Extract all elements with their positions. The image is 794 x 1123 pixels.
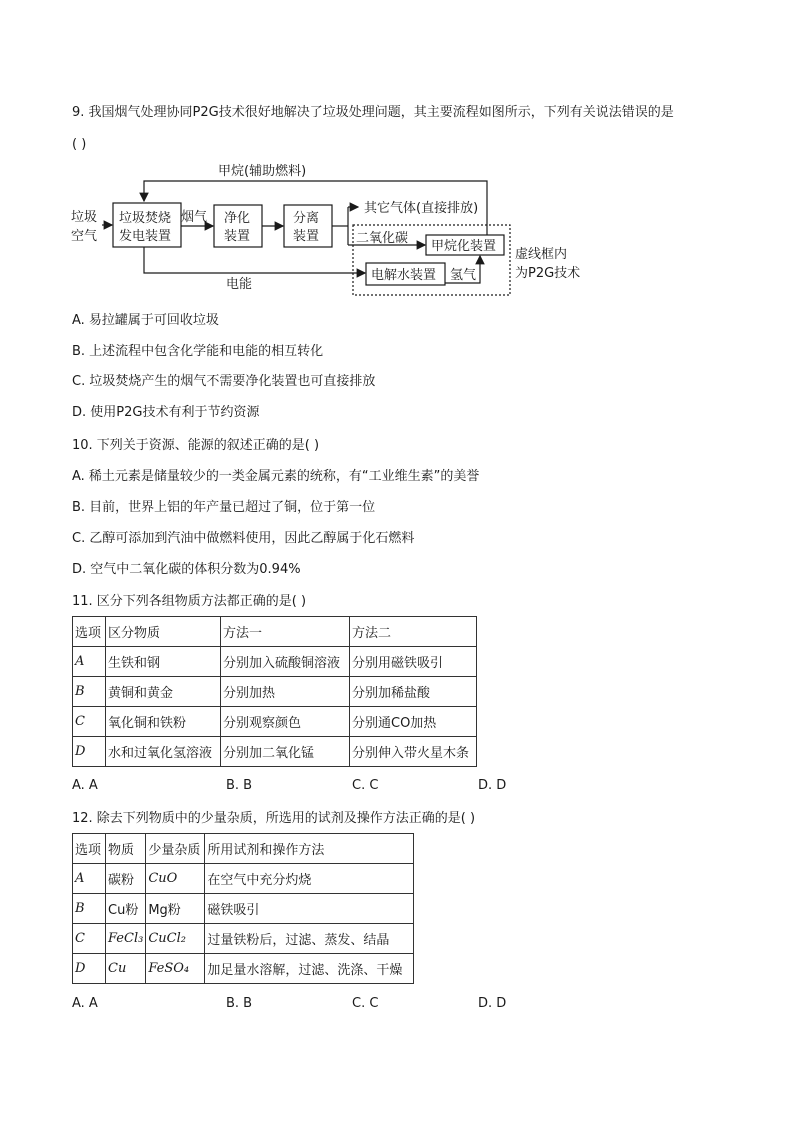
table-cell: 分别加二氧化锰 [221, 737, 350, 767]
table-row [73, 954, 414, 984]
input-garbage: 垃圾 [71, 210, 98, 225]
q9-option-c: C. 垃圾焚烧产生的烟气不需要净化装置也可直接排放 [72, 374, 376, 389]
table-cell: D [73, 954, 106, 984]
table-cell: 水和过氧化氢溶液 [106, 737, 221, 767]
table-cell: 分别用磁铁吸引 [350, 647, 477, 677]
q12-choice-b: B. B [226, 996, 253, 1011]
table-header-row [73, 617, 477, 647]
q12-choice-d: D. D [478, 996, 507, 1011]
q9-option-a: A. 易拉罐属于可回收垃圾 [72, 313, 219, 328]
methanation-label: 甲烷化装置 [431, 239, 497, 254]
input-air: 空气 [71, 229, 98, 244]
table-cell: FeCl₃ [106, 924, 146, 954]
table-cell: 分别加入硫酸铜溶液 [221, 647, 350, 677]
table-cell: 分别加稀盐酸 [350, 677, 477, 707]
q10-option-b: B. 目前，世界上铝的年产量已超过了铜，位于第一位 [72, 500, 376, 515]
q11-choice-c: C. C [352, 778, 379, 793]
other-gas-label: 其它气体(直接排放) [364, 201, 479, 216]
table-row [73, 707, 477, 737]
table-cell: 分别伸入带火星木条 [350, 737, 477, 767]
table-cell: FeSO₄ [146, 954, 205, 984]
q10-option-d: D. 空气中二氧化碳的体积分数为0.94% [72, 562, 301, 577]
table-header-cell: 区分物质 [106, 617, 221, 647]
table-cell: Mg粉 [146, 894, 205, 924]
table-row [73, 894, 414, 924]
box2-line1: 净化 [224, 211, 251, 226]
electrolysis-label: 电解水装置 [371, 268, 437, 283]
p2g-flow-diagram [68, 155, 598, 300]
table-header-cell: 方法二 [350, 617, 477, 647]
table-header-cell: 选项 [73, 617, 106, 647]
table-cell: A [73, 647, 106, 677]
table-row [73, 647, 477, 677]
table-row [73, 677, 477, 707]
table-cell: B [73, 894, 106, 924]
smoke-label: 烟气 [181, 210, 208, 225]
q10-stem: 10. 下列关于资源、能源的叙述正确的是( ) [72, 438, 320, 453]
table-cell: CuO [146, 864, 205, 894]
table-cell: 在空气中充分灼烧 [205, 864, 414, 894]
q9-option-d: D. 使用P2G技术有利于节约资源 [72, 405, 260, 420]
box3-line2: 装置 [293, 229, 320, 244]
table-header-cell: 少量杂质 [146, 834, 205, 864]
q9-option-b: B. 上述流程中包含化学能和电能的相互转化 [72, 344, 324, 359]
table-cell: C [73, 707, 106, 737]
table-cell: 黄铜和黄金 [106, 677, 221, 707]
q12-table [72, 833, 414, 984]
co2-label: 二氧化碳 [356, 231, 409, 246]
box3-line1: 分离 [293, 211, 320, 226]
table-cell: 生铁和钢 [106, 647, 221, 677]
table-header-cell: 物质 [106, 834, 146, 864]
q11-choice-d: D. D [478, 778, 507, 793]
table-cell: 分别观察颜色 [221, 707, 350, 737]
table-header-cell: 选项 [73, 834, 106, 864]
table-cell: CuCl₂ [146, 924, 205, 954]
table-cell: 氧化铜和铁粉 [106, 707, 221, 737]
electricity-arrow [144, 247, 365, 273]
table-cell: C [73, 924, 106, 954]
table-cell: 分别通CO加热 [350, 707, 477, 737]
table-cell: 碳粉 [106, 864, 146, 894]
table-cell: 分别加热 [221, 677, 350, 707]
table-row [73, 924, 414, 954]
table-cell: 过量铁粉后，过滤、蒸发、结晶 [205, 924, 414, 954]
table-header-cell: 方法一 [221, 617, 350, 647]
q12-stem: 12. 除去下列物质中的少量杂质，所选用的试剂及操作方法正确的是( ) [72, 811, 476, 826]
table-cell: A [73, 864, 106, 894]
q12-choice-a: A. A [72, 996, 98, 1011]
note-line2: 为P2G技术 [515, 266, 581, 281]
box2-line2: 装置 [224, 229, 251, 244]
hydrogen-label: 氢气 [450, 268, 477, 283]
q9-stem-line1: 9. 我国烟气处理协同P2G技术很好地解决了垃圾处理问题，其主要流程如图所示，下列有关说法错误的是 [72, 105, 674, 120]
q10-option-a: A. 稀土元素是储量较少的一类金属元素的统称，有“工业维生素”的美誉 [72, 469, 480, 484]
box1-line2: 发电装置 [119, 229, 172, 244]
q11-choice-b: B. B [226, 778, 253, 793]
table-cell: D [73, 737, 106, 767]
table-cell: B [73, 677, 106, 707]
q12-choice-c: C. C [352, 996, 379, 1011]
table-cell: 加足量水溶解，过滤、洗涤、干燥 [205, 954, 414, 984]
table-header-row [73, 834, 414, 864]
table-cell: Cu粉 [106, 894, 146, 924]
box1-line1: 垃圾焚烧 [119, 211, 172, 226]
methane-label: 甲烷(辅助燃料) [218, 164, 307, 179]
table-header-cell: 所用试剂和操作方法 [205, 834, 414, 864]
table-cell: 磁铁吸引 [205, 894, 414, 924]
note-line1: 虚线框内 [515, 247, 568, 262]
table-row [73, 737, 477, 767]
q11-choice-a: A. A [72, 778, 98, 793]
table-cell: Cu [106, 954, 146, 984]
q10-option-c: C. 乙醇可添加到汽油中做燃料使用，因此乙醇属于化石燃料 [72, 531, 415, 546]
q11-table [72, 616, 477, 767]
table-row [73, 864, 414, 894]
q11-stem: 11. 区分下列各组物质方法都正确的是( ) [72, 594, 307, 609]
q9-stem-line2: ( ) [72, 137, 87, 152]
electricity-label: 电能 [226, 277, 253, 292]
